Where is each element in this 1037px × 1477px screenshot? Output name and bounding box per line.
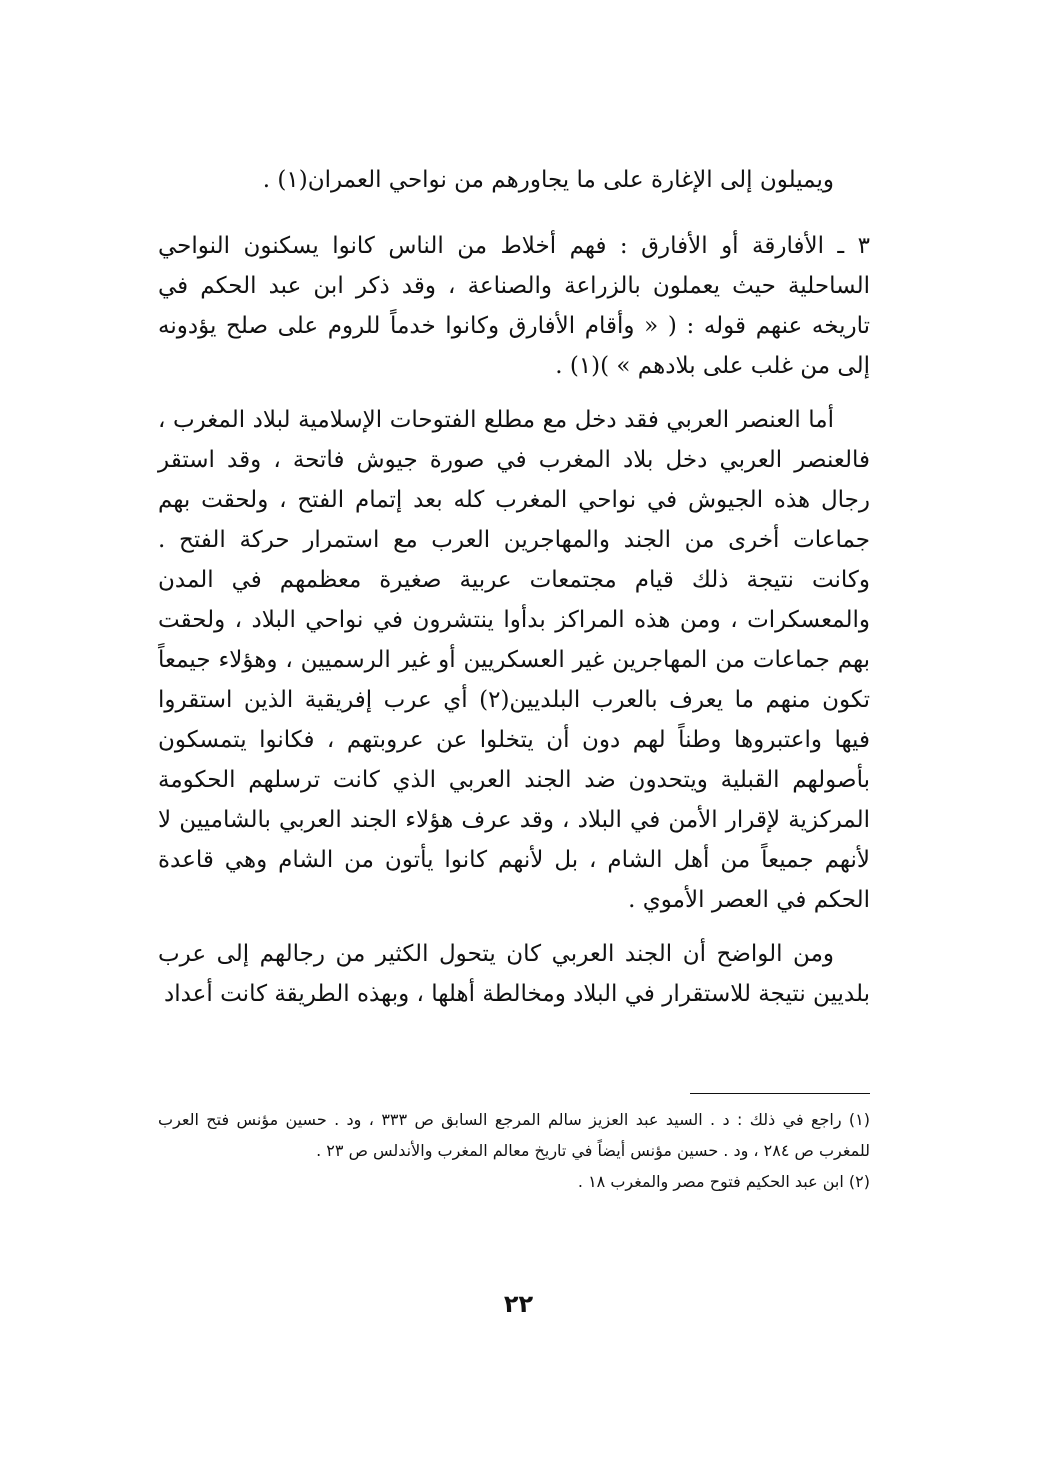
paragraph-2 — [158, 226, 870, 386]
footnote-2 — [158, 1166, 870, 1197]
paragraph-3: أما العنصر العربي فقد دخل مع مطلع الفتوحات الإسلامية لبلاد المغرب ، فالعنصر العربي دخل بلاد المغرب في صورة جيوش فاتحة ، وقد استقر رجال هذه الجيوش في نواحي المغرب كله بعد إتمام الفتح ، ولحقت بهم جماعات أخرى من الجند والمهاجرين العرب مع استمرار حركة الفتح . وكانت نتيجة ذلك قيام مجتمعات عربية صغيرة معظمهم في المدن والمعسكرات ، ومن هذه المراكز بدأوا ينتشرون في نواحي البلاد ، ولحقت بهم جماعات من المهاجرين غير العسكريين أو غير الرسميين ، وهؤلاء جيمعاً تكون منهم ما يعرف بالعرب البلديين(٢) أي عرب إفريقية الذين استقروا فيها واعتبروها وطناً لهم دون أن يتخلوا عن عروبتهم ، فكانوا يتمسكون بأصولهم القبلية ويتحدون ضد الجند العربي الذي كانت ترسلهم الحكومة المركزية لإقرار الأمن في البلاد ، وقد عرف هؤلاء الجند العربي بالشاميين لا لأنهم جميعاً من أهل الشام ، بل لأنهم كانوا يأتون من الشام وهي قاعدة الحكم في العصر الأموي . — [158, 407, 870, 913]
footnote-1-text: راجع في ذلك : د . السيد عبد العزيز سالم المرجع السابق ص ٣٣٣ ، ود . حسين مؤنس فتح العرب للمغرب ص ٢٨٤ ، ود . حسين مؤنس أيضاً في تاريخ معالم المغرب والأندلس ص ٢٣ . — [158, 1110, 870, 1160]
footnote-divider — [690, 1093, 870, 1094]
paragraph-1: ويميلون إلى الإغارة على ما يجاورهم من نواحي العمران(١) . — [262, 167, 834, 193]
footnote-1-number: (١) — [841, 1110, 871, 1129]
list-number: ٣ ـ — [823, 233, 870, 259]
paragraph-4: ومن الواضح أن الجند العربي كان يتحول الكثير من رجالهم إلى عرب بلديين نتيجة للاستقرار في البلاد ومخالطة أهلها ، وبهذه الطريقة كانت أعداد — [158, 941, 870, 1007]
footnote-1 — [158, 1104, 870, 1166]
footnote-2-text: ابن عبد الحكيم فتوح مصر والمغرب ١٨ . — [577, 1172, 844, 1191]
paragraph-2-text: الأفارقة أو الأفارق : فهم أخلاط من الناس كانوا يسكنون النواحي الساحلية حيث يعملون بالزراعة والصناعة ، وقد ذكر ابن عبد الحكم في تاريخه عنهم قوله : ( « وأقام الأفارق وكانوا خدماً للروم على صلح يؤدونه إلى من غلب على بلادهم » )(١) . — [158, 233, 870, 379]
page-number: ٢٢ — [503, 1290, 534, 1318]
main-text — [158, 160, 870, 1014]
footnotes — [158, 1104, 870, 1197]
footnote-2-number: (٢) — [843, 1172, 870, 1191]
